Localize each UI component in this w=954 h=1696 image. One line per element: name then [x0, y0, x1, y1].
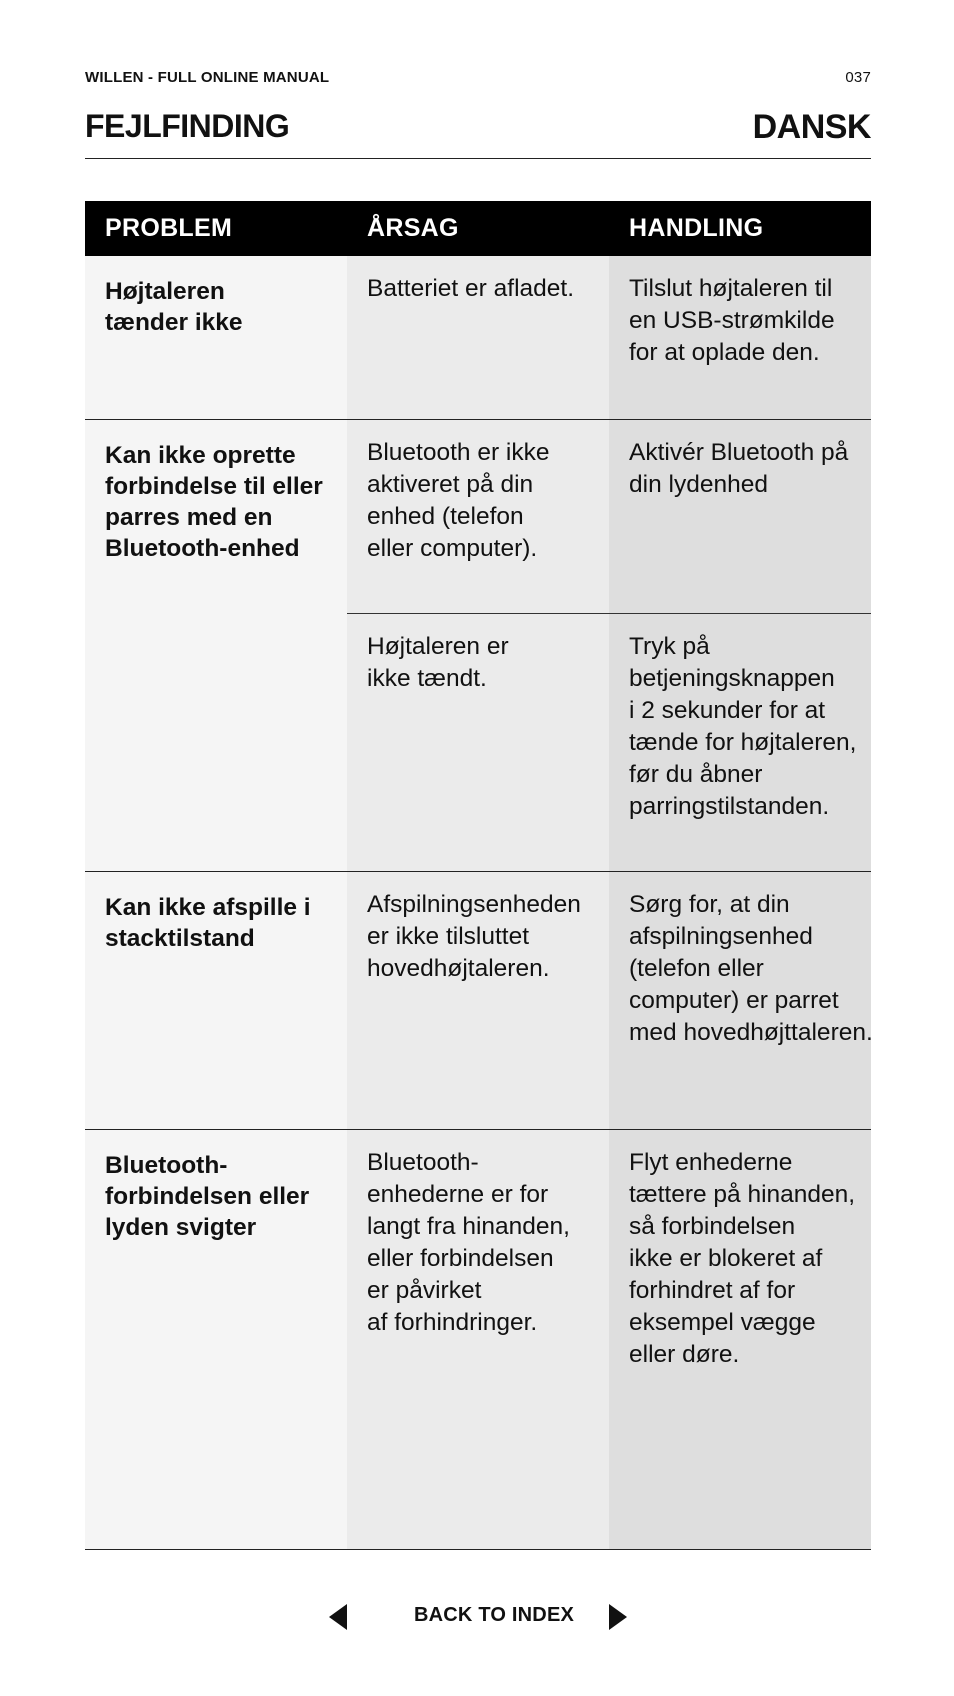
section-title: FEJLFINDING — [85, 108, 290, 144]
cause-line: Afspilningsenheden — [367, 891, 581, 918]
action-cell — [609, 872, 871, 1129]
sub-rows — [347, 1130, 871, 1549]
problem-line: forbindelsen eller — [105, 1183, 310, 1210]
cause-line: enhed (telefon — [367, 503, 524, 530]
action-line: betjeningsknappen — [629, 665, 835, 692]
action-line: parringstilstanden. — [629, 793, 830, 820]
cause-cell — [347, 614, 609, 871]
action-line: computer) er parret — [629, 987, 839, 1014]
table-row — [347, 420, 871, 613]
triangle-left-icon[interactable] — [329, 1604, 347, 1630]
problem-line: Bluetooth-enhed — [105, 535, 300, 562]
back-to-index-link[interactable]: BACK TO INDEX — [414, 1604, 575, 1626]
action-line: i 2 sekunder for at — [629, 697, 826, 724]
column-header-problem: PROBLEM — [105, 214, 233, 242]
action-line: så forbindelsen — [629, 1213, 796, 1240]
title-row — [85, 108, 871, 159]
manual-title: WILLEN - FULL ONLINE MANUAL — [85, 69, 330, 86]
cause-line: Batteriet er afladet. — [367, 275, 575, 302]
language-label: DANSK — [752, 108, 871, 146]
table-row — [347, 256, 871, 419]
problem-line: lyden svigter — [105, 1214, 257, 1241]
action-line: for at oplade den. — [629, 339, 820, 366]
action-cell — [609, 256, 871, 419]
action-cell — [609, 614, 871, 871]
action-line: ikke er blokeret af — [629, 1245, 823, 1272]
action-line: Tryk på — [629, 633, 710, 660]
triangle-right-icon[interactable] — [609, 1604, 627, 1630]
action-line: en USB-strømkilde — [629, 307, 835, 334]
table-row — [347, 872, 871, 1129]
problem-line: Kan ikke afspille i — [105, 894, 311, 921]
problem-line: Kan ikke oprette — [105, 442, 296, 469]
action-line: forhindret af for — [629, 1277, 796, 1304]
table-row-group — [85, 256, 871, 420]
cause-line: enhederne er for — [367, 1181, 549, 1208]
sub-rows — [347, 420, 871, 871]
cause-line: ikke tændt. — [367, 665, 487, 692]
action-line: Aktivér Bluetooth på — [629, 439, 849, 466]
action-line: (telefon eller — [629, 955, 764, 982]
action-line: Tilslut højtaleren til — [629, 275, 833, 302]
problem-line: tænder ikke — [105, 309, 243, 336]
page-navigation — [0, 1596, 954, 1636]
action-line: din lydenhed — [629, 471, 768, 498]
action-line: eksempel vægge — [629, 1309, 816, 1336]
cause-line: Højtaleren er — [367, 633, 509, 660]
action-line: eller døre. — [629, 1341, 740, 1368]
problem-cell — [85, 256, 347, 419]
table-row — [347, 1130, 871, 1549]
problem-line: stacktilstand — [105, 925, 255, 952]
problem-line: parres med en — [105, 504, 273, 531]
table-header-row — [85, 201, 871, 256]
cause-line: af forhindringer. — [367, 1309, 538, 1336]
cause-line: eller forbindelsen — [367, 1245, 554, 1272]
table-row — [347, 613, 871, 871]
sub-rows — [347, 872, 871, 1129]
problem-line: forbindelse til eller — [105, 473, 323, 500]
cause-line: langt fra hinanden, — [367, 1213, 570, 1240]
sub-rows — [347, 256, 871, 419]
action-line: Sørg for, at din — [629, 891, 790, 918]
page-number: 037 — [845, 69, 871, 86]
troubleshooting-table — [85, 201, 871, 1550]
manual-header — [85, 69, 871, 86]
cause-line: eller computer). — [367, 535, 538, 562]
cause-line: Bluetooth- — [367, 1149, 479, 1176]
table-row-group — [85, 420, 871, 872]
cause-line: er ikke tilsluttet — [367, 923, 530, 950]
action-line: før du åbner — [629, 761, 763, 788]
cause-cell — [347, 420, 609, 613]
action-line: med hovedhøjttaleren. — [629, 1019, 873, 1046]
column-header-action: HANDLING — [629, 214, 764, 242]
cause-line: hovedhøjtaleren. — [367, 955, 550, 982]
problem-cell — [85, 420, 347, 871]
action-line: Flyt enhederne — [629, 1149, 793, 1176]
cause-cell — [347, 1130, 609, 1549]
action-cell — [609, 1130, 871, 1549]
column-header-cause: ÅRSAG — [367, 214, 459, 242]
cause-line: er påvirket — [367, 1277, 482, 1304]
cause-line: aktiveret på din — [367, 471, 534, 498]
cause-line: Bluetooth er ikke — [367, 439, 550, 466]
problem-line: Bluetooth- — [105, 1152, 228, 1179]
problem-line: Højtaleren — [105, 278, 225, 305]
cause-cell — [347, 872, 609, 1129]
action-cell — [609, 420, 871, 613]
table-row-group — [85, 1130, 871, 1550]
problem-cell — [85, 1130, 347, 1549]
cause-cell — [347, 256, 609, 419]
action-line: tænde for højtaleren, — [629, 729, 857, 756]
problem-cell — [85, 872, 347, 1129]
table-row-group — [85, 872, 871, 1130]
action-line: tættere på hinanden, — [629, 1181, 856, 1208]
action-line: afspilningsenhed — [629, 923, 813, 950]
